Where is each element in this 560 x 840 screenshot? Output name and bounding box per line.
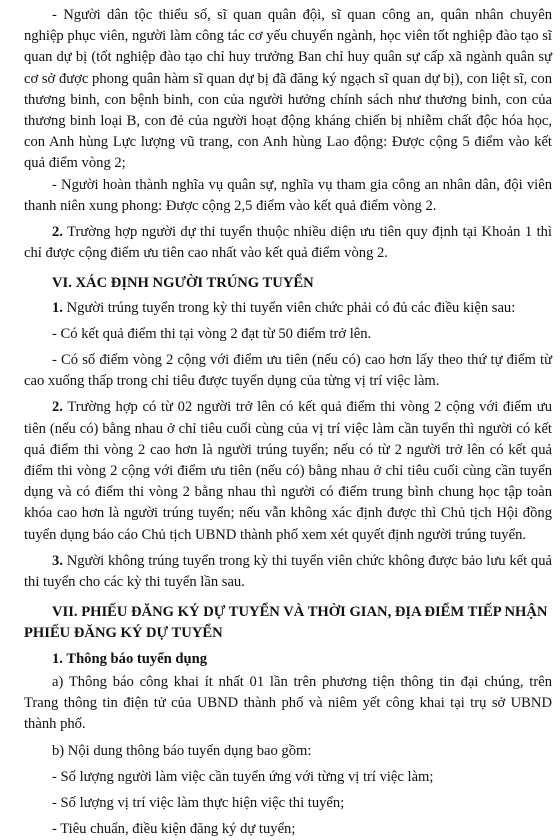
notice-item: - Số lượng người làm việc cần tuyển ứng với từng vị trí việc làm; [52, 768, 434, 785]
clause-number: 3. [52, 552, 63, 569]
notice-item: - Số lượng vị trí việc làm thực hiện việc thi tuyển; [52, 794, 345, 811]
clause-number: 2. [52, 224, 63, 241]
winner-clause-3 [24, 551, 552, 593]
priority-bullet-2-5-points: - Người hoàn thành nghĩa vụ quân sự, nghĩa vụ tham gia công an nhân dân, đội viên thanh niên xung phong: Được cộng 2,5 điểm vào kết quả điểm vòng 2. [24, 176, 552, 214]
clause-number: 2. [52, 399, 63, 416]
section-vi-heading: VI. XÁC ĐỊNH NGƯỜI TRÚNG TUYỂN [52, 275, 314, 292]
clause-text: Người không trúng tuyển trong kỳ thi tuyển viên chức không được bảo lưu kết quả thi tuyển cho các kỳ thi tuyển lần sau. [24, 552, 552, 591]
notice-item: - Tiêu chuẩn, điều kiện đăng ký dự tuyển; [52, 821, 296, 838]
notice-para-a: a) Thông báo công khai ít nhất 01 lần trên phương tiện thông tin đại chúng, trên Trang thông tin điện tử của UBND thành phố và niêm yết công khai tại trụ sở UBND thành phố. [24, 673, 552, 733]
clause-text: Trường hợp có từ 02 người trở lên có kết quả điểm thi vòng 2 cộng với điểm ưu tiên (nếu có) bằng nhau ở chỉ tiêu cuối cùng của vị trí việc làm cần tuyển thì người có kết quả điểm thi vòng 2 cao hơn là người trúng tuyển; nếu có từ 2 người trở lên có kết quả điểm thi vòng 2 cộng với điểm ưu tiên (nếu có) bằng nhau ở chỉ tiêu cuối cùng cần tuyển dụng và có điểm thi vòng 2 bằng nhau thì người có điểm trung bình chung học tập toàn khóa cao hơn là người trúng tuyển; nếu vẫn không xác định được thì Chủ tịch Hội đồng tuyển dụng báo cáo Chủ tịch UBND thành phố xem xét quyết định người trúng tuyển. [24, 399, 552, 543]
priority-clause-2 [24, 222, 552, 264]
winner-clause-2 [24, 397, 552, 545]
winner-clause-1 [24, 298, 552, 319]
priority-bullet-5-points: - Người dân tộc thiểu số, sĩ quan quân đội, sĩ quan công an, quân nhân chuyên nghiệp phục viên, người làm công tác cơ yếu chuyển ngành, học viên tốt nghiệp đào tạo sĩ quan dự bị (tốt nghiệp đào tạo chỉ huy trưởng Ban chỉ huy quân sự cấp xã ngành quân sự cơ sở được phong quân hàm sĩ quan dự bị đã đăng ký ngạch sĩ quan dự bị), con liệt sĩ, con thương binh, con bệnh binh, con của người hưởng chính sách như thương binh, con của thương binh loại B, con đẻ của người hoạt động kháng chiến bị nhiễm chất độc hóa học, con Anh hùng Lực lượng vũ trang, con Anh hùng Lao động: Được cộng 5 điểm vào kết quả điểm vòng 2; [24, 7, 552, 172]
subsection-recruitment-notice: 1. Thông báo tuyển dụng [52, 650, 208, 667]
notice-para-b: b) Nội dung thông báo tuyển dụng bao gồm: [52, 742, 312, 759]
section-vii-heading: VII. PHIẾU ĐĂNG KÝ DỰ TUYỂN VÀ THỜI GIAN, ĐỊA ĐIỂM TIẾP NHẬN PHIẾU ĐĂNG KÝ DỰ TUYỂN [24, 604, 548, 642]
winner-condition-2: - Có số điểm vòng 2 cộng với điểm ưu tiên (nếu có) cao hơn lấy theo thứ tự điểm từ cao xuống thấp trong chỉ tiêu được tuyển dụng của từng vị trí việc làm. [24, 352, 552, 390]
clause-number: 1. [52, 299, 63, 316]
clause-text: Người trúng tuyển trong kỳ thi tuyển viên chức phải có đủ các điều kiện sau: [62, 299, 516, 316]
clause-text: Trường hợp người dự thi tuyển thuộc nhiều diện ưu tiên quy định tại Khoản 1 thì chỉ được cộng điểm ưu tiên cao nhất vào kết quả điểm vòng 2. [24, 224, 552, 262]
winner-condition-1: - Có kết quả điểm thi tại vòng 2 đạt từ 50 điểm trở lên. [52, 325, 372, 342]
